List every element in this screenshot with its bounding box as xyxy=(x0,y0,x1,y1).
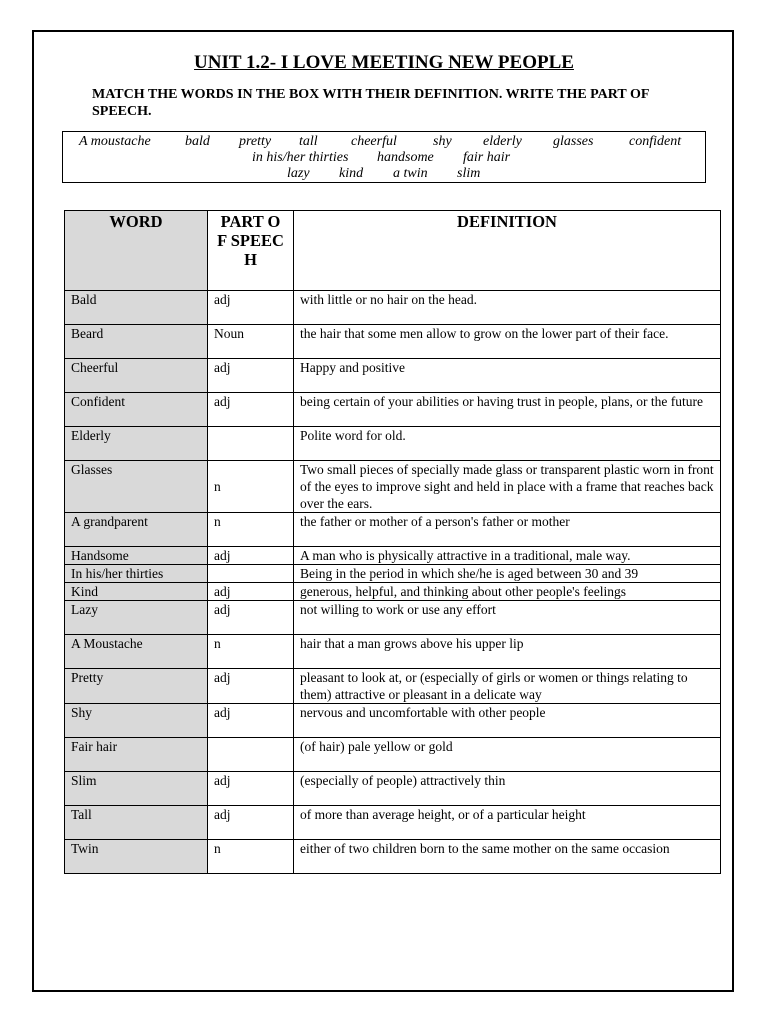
table-row xyxy=(65,393,721,427)
cell-definition: pleasant to look at, or (especially of girls or women or things relating to them) attractive or pleasant in a delicate way xyxy=(294,669,721,704)
cell-word: Elderly xyxy=(65,427,208,461)
cell-word: Cheerful xyxy=(65,359,208,393)
cell-part-of-speech xyxy=(208,738,294,772)
cell-word: Slim xyxy=(65,772,208,806)
table-row xyxy=(65,635,721,669)
cell-definition: the father or mother of a person's father or mother xyxy=(294,513,721,547)
cell-word: Handsome xyxy=(65,547,208,565)
cell-word: A Moustache xyxy=(65,635,208,669)
box-word: tall xyxy=(299,134,318,149)
table-row xyxy=(65,738,721,772)
table-row xyxy=(65,806,721,840)
cell-word: Twin xyxy=(65,840,208,874)
cell-word: A grandparent xyxy=(65,513,208,547)
table-row xyxy=(65,461,721,513)
table-row xyxy=(65,359,721,393)
table-row xyxy=(65,325,721,359)
table-row xyxy=(65,547,721,565)
cell-definition: Being in the period in which she/he is aged between 30 and 39 xyxy=(294,565,721,583)
cell-definition: the hair that some men allow to grow on the lower part of their face. xyxy=(294,325,721,359)
box-word: lazy xyxy=(287,166,310,181)
cell-definition: generous, helpful, and thinking about other people's feelings xyxy=(294,583,721,601)
cell-definition: Polite word for old. xyxy=(294,427,721,461)
cell-part-of-speech: n xyxy=(208,461,294,513)
header-part-of-speech: PART OF SPEECH xyxy=(208,211,294,291)
header-definition: DEFINITION xyxy=(294,211,721,291)
box-word: handsome xyxy=(377,150,434,165)
cell-part-of-speech: adj xyxy=(208,704,294,738)
box-word: bald xyxy=(185,134,210,149)
table-header-row xyxy=(65,211,721,291)
instructions: MATCH THE WORDS IN THE BOX WITH THEIR DEFINITION. WRITE THE PART OF SPEECH. xyxy=(92,87,649,119)
cell-definition: nervous and uncomfortable with other people xyxy=(294,704,721,738)
cell-part-of-speech xyxy=(208,565,294,583)
cell-definition: either of two children born to the same mother on the same occasion xyxy=(294,840,721,874)
cell-word: Glasses xyxy=(65,461,208,513)
cell-definition: being certain of your abilities or having trust in people, plans, or the future xyxy=(294,393,721,427)
cell-part-of-speech: n xyxy=(208,513,294,547)
box-word: glasses xyxy=(553,134,594,149)
cell-part-of-speech: adj xyxy=(208,547,294,565)
cell-part-of-speech: n xyxy=(208,635,294,669)
cell-word: Beard xyxy=(65,325,208,359)
cell-word: Lazy xyxy=(65,601,208,635)
cell-word: Fair hair xyxy=(65,738,208,772)
cell-definition: hair that a man grows above his upper lip xyxy=(294,635,721,669)
cell-part-of-speech xyxy=(208,427,294,461)
box-word: A moustache xyxy=(79,134,151,149)
cell-definition: (especially of people) attractively thin xyxy=(294,772,721,806)
cell-word: Pretty xyxy=(65,669,208,704)
table-row xyxy=(65,513,721,547)
word-box xyxy=(62,131,706,183)
box-word: elderly xyxy=(483,134,522,149)
cell-part-of-speech: n xyxy=(208,840,294,874)
table-row xyxy=(65,427,721,461)
table-row xyxy=(65,840,721,874)
cell-word: Shy xyxy=(65,704,208,738)
vocabulary-table xyxy=(64,210,721,874)
cell-definition: not willing to work or use any effort xyxy=(294,601,721,635)
box-word: cheerful xyxy=(351,134,397,149)
box-word: fair hair xyxy=(463,150,511,165)
table-row xyxy=(65,565,721,583)
cell-definition: Two small pieces of specially made glass or transparent plastic worn in front of the eyes to improve sight and held in place with a frame that reaches back over the ears. xyxy=(294,461,721,513)
box-word: pretty xyxy=(239,134,272,149)
table-row xyxy=(65,704,721,738)
table-row xyxy=(65,291,721,325)
cell-definition: of more than average height, or of a particular height xyxy=(294,806,721,840)
table-row xyxy=(65,772,721,806)
cell-part-of-speech: adj xyxy=(208,806,294,840)
cell-part-of-speech: adj xyxy=(208,772,294,806)
page-title: UNIT 1.2- I LOVE MEETING NEW PEOPLE xyxy=(194,52,574,73)
cell-part-of-speech: adj xyxy=(208,291,294,325)
cell-word: Bald xyxy=(65,291,208,325)
cell-definition: (of hair) pale yellow or gold xyxy=(294,738,721,772)
cell-part-of-speech: adj xyxy=(208,601,294,635)
cell-word: Confident xyxy=(65,393,208,427)
box-word: a twin xyxy=(393,166,428,181)
box-word: slim xyxy=(457,166,481,181)
cell-part-of-speech: adj xyxy=(208,393,294,427)
cell-word: Kind xyxy=(65,583,208,601)
cell-part-of-speech: adj xyxy=(208,583,294,601)
cell-part-of-speech: adj xyxy=(208,359,294,393)
table-row xyxy=(65,601,721,635)
cell-word: Tall xyxy=(65,806,208,840)
box-word: in his/her thirties xyxy=(252,150,349,165)
header-word: WORD xyxy=(65,211,208,291)
cell-part-of-speech: Noun xyxy=(208,325,294,359)
cell-definition: A man who is physically attractive in a traditional, male way. xyxy=(294,547,721,565)
cell-definition: with little or no hair on the head. xyxy=(294,291,721,325)
table-row xyxy=(65,583,721,601)
box-word: kind xyxy=(339,166,364,181)
table-row xyxy=(65,669,721,704)
box-word: shy xyxy=(433,134,452,149)
cell-definition: Happy and positive xyxy=(294,359,721,393)
box-word: confident xyxy=(629,134,682,149)
cell-part-of-speech: adj xyxy=(208,669,294,704)
cell-word: In his/her thirties xyxy=(65,565,208,583)
